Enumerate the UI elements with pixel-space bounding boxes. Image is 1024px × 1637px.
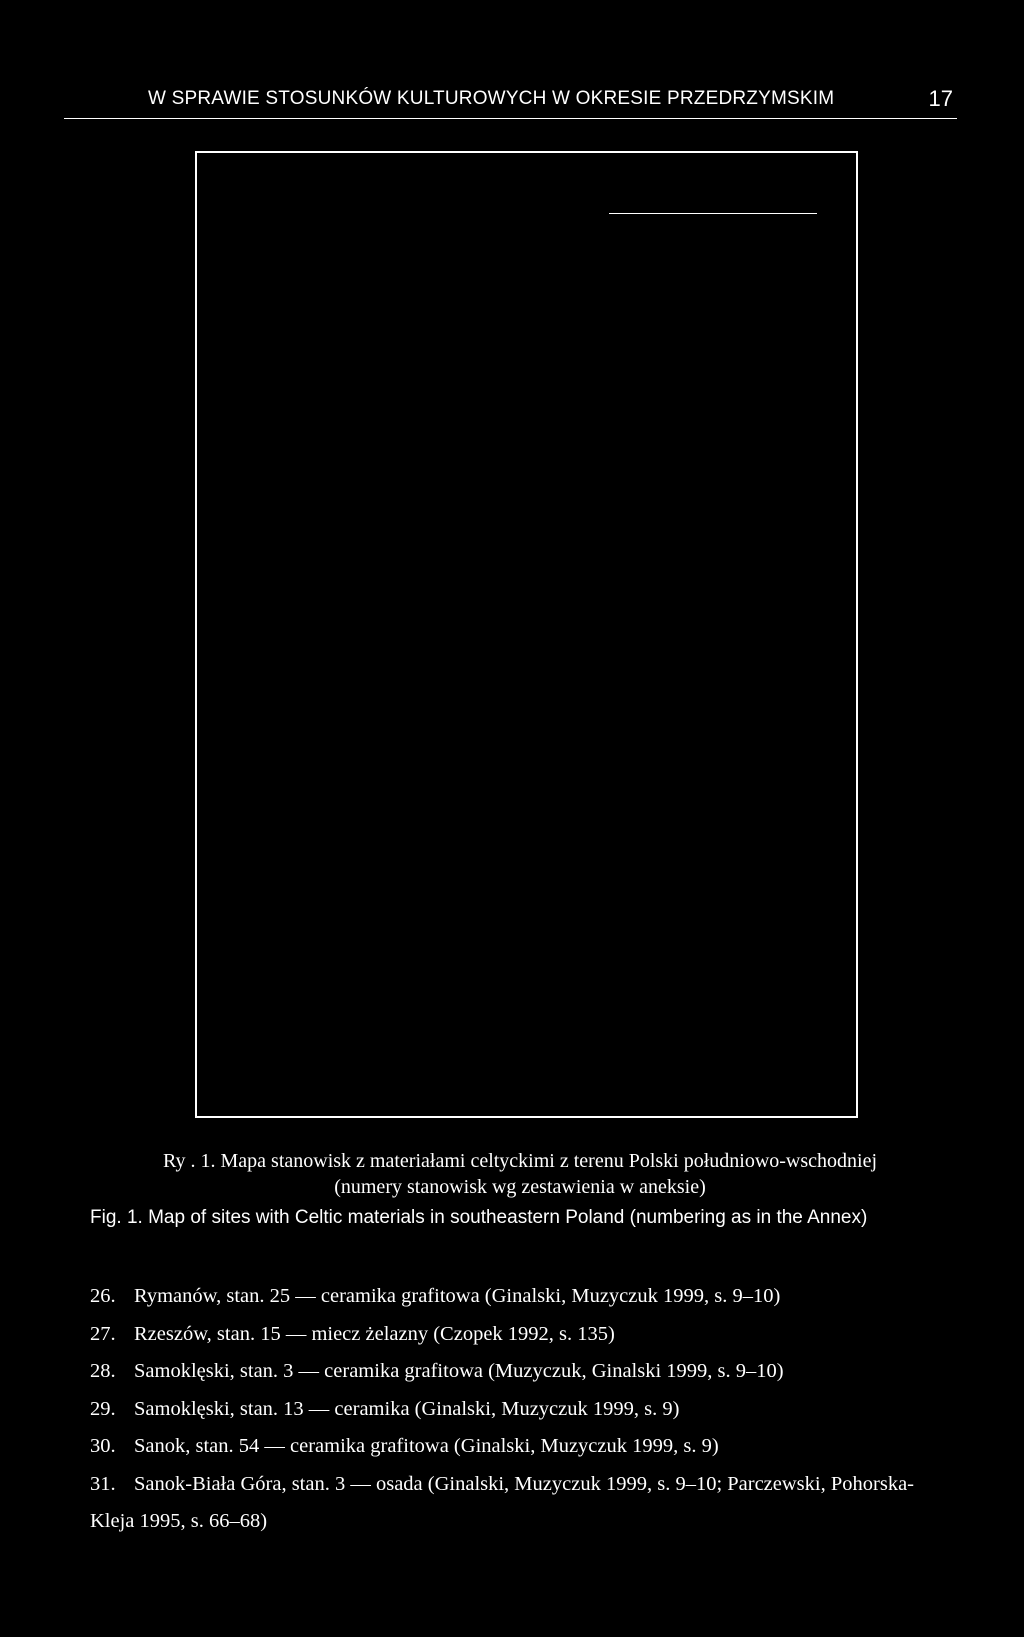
caption-pl-line-1	[90, 1148, 950, 1174]
site-text: Rymanów, stan. 25 — ceramika grafitowa (Ginalski, Muzyczuk 1999, s. 9–10)	[134, 1285, 781, 1307]
site-number: 31.	[90, 1472, 116, 1495]
site-text-line-1: Sanok-Biała Góra, stan. 3 — osada (Ginalski, Muzyczuk 1999, s. 9–10; Parczewski, Pohorska-	[134, 1472, 914, 1495]
site-number: 30.	[90, 1435, 116, 1457]
site-text: Sanok, stan. 54 — ceramika grafitowa (Ginalski, Muzyczuk 1999, s. 9)	[134, 1435, 719, 1457]
list-item	[90, 1353, 960, 1391]
site-list	[90, 1278, 960, 1541]
map-scale-bar	[609, 213, 817, 214]
site-number: 26.	[90, 1285, 116, 1307]
running-header-title: W SPRAWIE STOSUNKÓW KULTUROWYCH W OKRESIE PRZEDRZYMSKIM	[148, 88, 835, 109]
list-item	[90, 1391, 960, 1429]
caption-pl-line-2: (numery stanowisk wg zestawienia w aneksie)	[334, 1176, 706, 1198]
site-number: 28.	[90, 1360, 116, 1382]
figure-caption-polish	[90, 1148, 950, 1200]
list-item	[90, 1428, 960, 1466]
caption-en-text: Map of sites with Celtic materials in southeastern Poland (numbering as in the Annex)	[148, 1207, 868, 1228]
list-item	[90, 1278, 960, 1316]
site-number: 29.	[90, 1397, 116, 1420]
site-number: 27.	[90, 1322, 116, 1345]
site-text-line-2: Kleja 1995, s. 66–68)	[90, 1510, 268, 1532]
caption-en-label: Fig. 1.	[90, 1207, 143, 1228]
site-text: Samoklęski, stan. 3 — ceramika grafitowa (Muzyczuk, Ginalski 1999, s. 9–10)	[134, 1360, 784, 1382]
page-number: 17	[928, 86, 953, 111]
list-item	[90, 1316, 960, 1354]
list-item	[90, 1466, 960, 1541]
site-text: Samoklęski, stan. 13 — ceramika (Ginalski, Muzyczuk 1999, s. 9)	[134, 1397, 680, 1420]
figure-caption-english	[90, 1205, 950, 1231]
caption-pl-text: Mapa stanowisk z materiałami celtyckimi z terenu Polski południowo-wschodniej	[220, 1150, 878, 1172]
running-header	[64, 84, 957, 119]
site-text: Rzeszów, stan. 15 — miecz żelazny (Czopek 1992, s. 135)	[134, 1322, 615, 1345]
caption-pl-label: Ry . 1.	[162, 1150, 216, 1172]
map-figure	[195, 151, 858, 1118]
